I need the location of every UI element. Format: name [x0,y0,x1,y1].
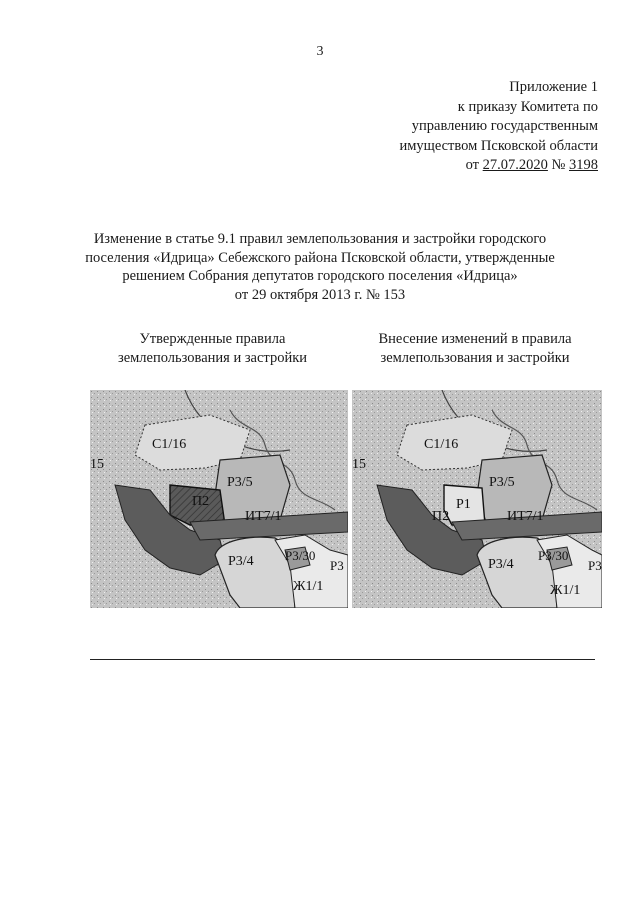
appendix-header [399,78,598,176]
proposed-zoning-map [352,390,602,608]
label-r3-30: Р3/30 [285,548,316,563]
label-r3: Р3 [330,558,344,573]
heading-line: Внесение изменений в правила [378,331,572,347]
label-it7-1: ИТ7/1 [245,509,282,524]
label-c1-16: С1/16 [424,437,459,452]
label-it7-1: ИТ7/1 [507,509,544,524]
title-line: Изменение в статье 9.1 правил землепользования и застройки городского [93,231,547,247]
label-p2: П2 [192,494,210,509]
label-r3-5: Р3/5 [489,475,515,490]
label-zh1-1: Ж1/1 [293,579,324,594]
proposed-map-drawing [352,390,602,608]
label-r3-5: Р3/5 [227,475,253,490]
number-prefix: № [551,157,566,173]
label-r1: Р1 [456,497,471,512]
page-number: 3 [316,44,324,59]
right-column-heading [355,330,595,368]
document-title [70,230,570,304]
label-r3: Р3 [588,558,602,573]
title-line: решением Собрания депутатов городского поселения «Идрица» [122,268,518,284]
label-15: 15 [352,457,366,472]
heading-line: Утвержденные правила [139,331,286,347]
order-number: 3198 [569,157,598,173]
appendix-line: имуществом Псковской области [399,137,598,154]
left-column-heading [95,330,330,368]
title-line: от 29 октября 2013 г. № 153 [234,286,406,303]
label-zh1-1: Ж1/1 [550,583,581,598]
heading-line: землепользования и застройки [380,350,570,366]
approved-map-drawing [90,390,348,608]
label-c1-16: С1/16 [152,437,187,452]
appendix-date-line [399,156,598,176]
approved-zoning-map [90,390,348,608]
label-r3-4: Р3/4 [228,554,254,569]
appendix-line: Приложение 1 [509,79,598,95]
label-r3-30: Р3/30 [538,548,569,563]
appendix-line: управлению государственным [411,118,598,134]
appendix-line: к приказу Комитета по [457,98,598,115]
order-date: 27.07.2020 [482,157,548,173]
title-line: поселения «Идрица» Себежского района Псковской области, утвержденные [85,249,555,266]
date-prefix: от [465,157,480,173]
label-p2: П2 [432,509,450,524]
label-15: 15 [90,457,104,472]
heading-line: землепользования и застройки [117,350,308,366]
label-r3-4: Р3/4 [488,557,514,572]
horizontal-rule [90,659,595,660]
